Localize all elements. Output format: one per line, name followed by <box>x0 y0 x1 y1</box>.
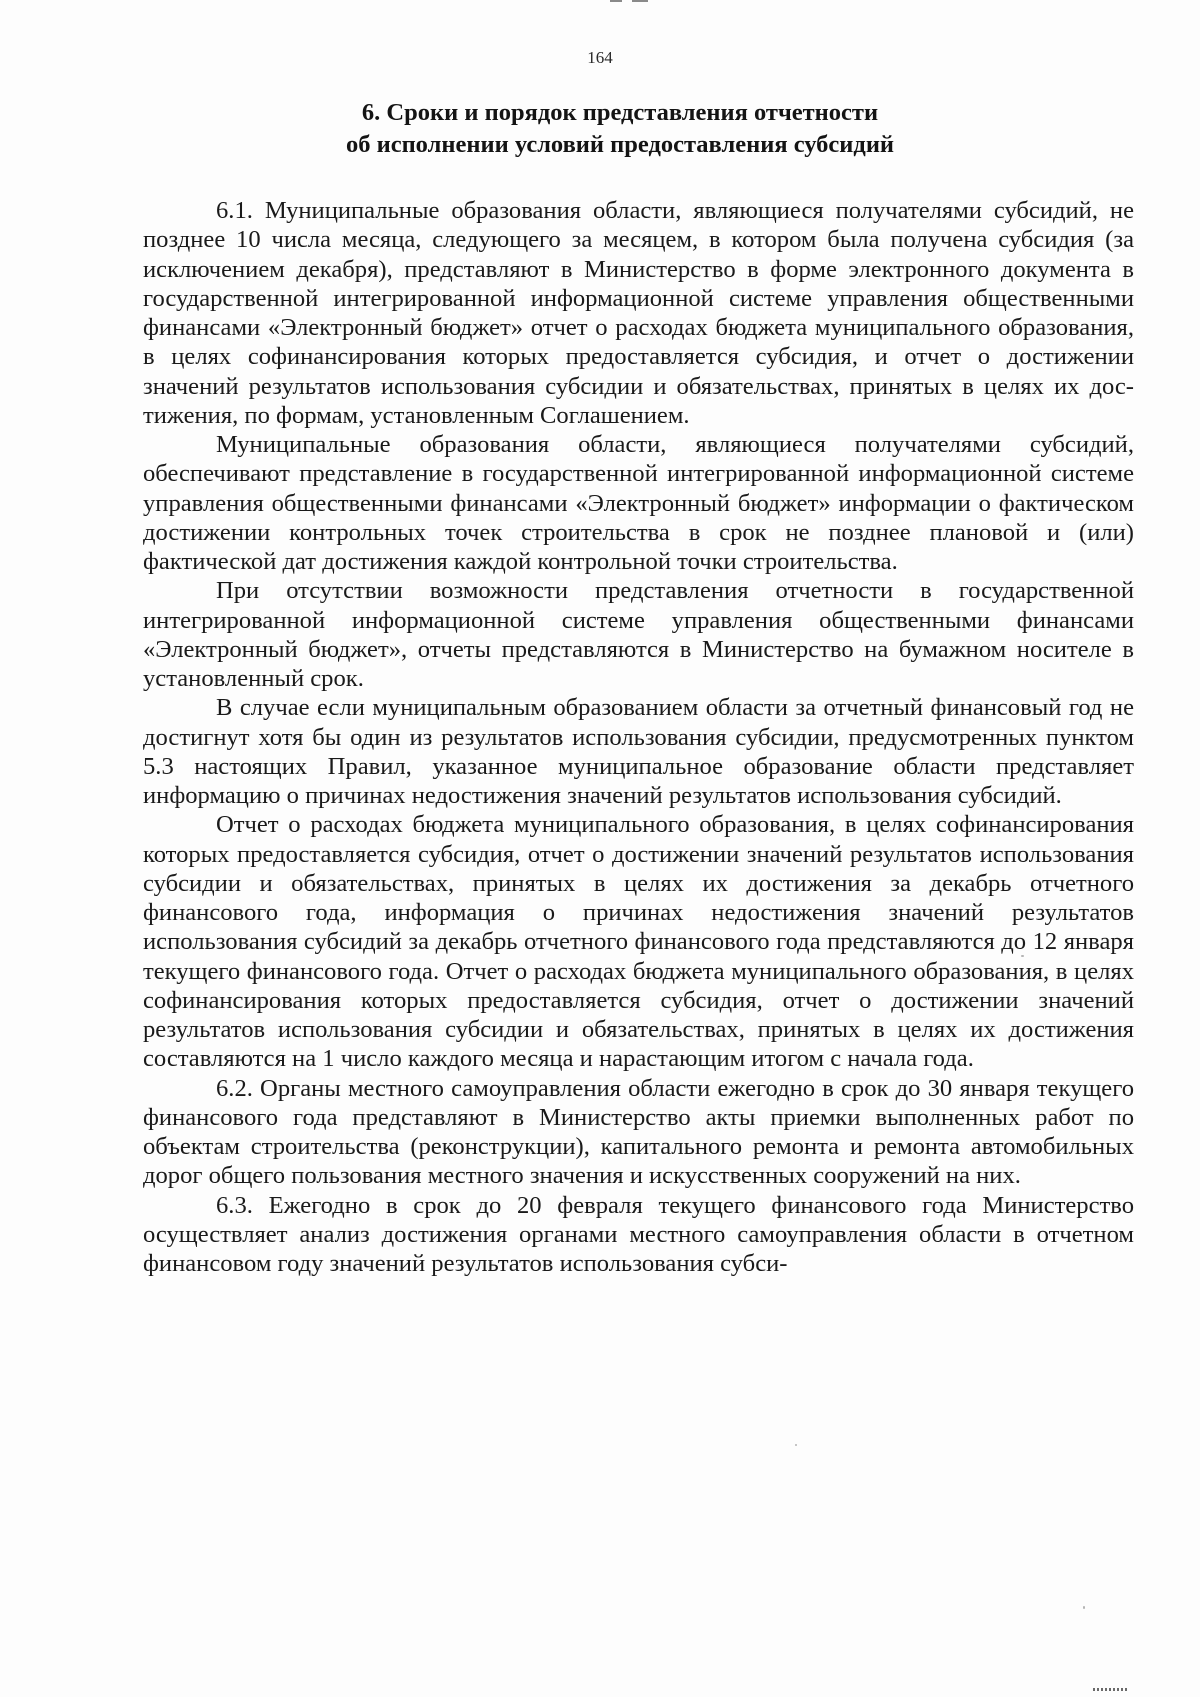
page-number: 164 <box>587 48 613 67</box>
section-title-line-1: 6. Сроки и порядок представления отчетности <box>361 99 879 126</box>
paragraph-non-achievement: В случае если муниципальным образованием области за отчетный финансовый год не достигнут хотя бы один из результатов использования субсидии, предусмотренных пунктом 5.3 настоящих Правил, указанное муниципальное образование области представляет информацию о причинах недостижения значений результатов использования субсидий. <box>143 694 1134 809</box>
scan-speck <box>795 1444 797 1446</box>
section-title <box>150 97 1090 161</box>
scan-speck <box>1021 955 1024 957</box>
body-text <box>143 196 1134 1278</box>
paragraph-6-1: 6.1. Муниципальные образования области, являющиеся получателями субсидий, не позднее 10 числа месяца, следующего за месяцем, в котором была получена субсидия (за исключением декабря), представляют в Министерство в форме электронного документа в государственной интегрированной информационной системе управления общественными финансами «Электронный бюджет» отчет о расходах бюджета муниципального образования, в целях софинансирования которых предоставляется субсидия, и отчет о достижении значений результатов использования субсидии и обязательствах, принятых в целях их достижения, по формам, установленным Соглашением. <box>143 197 1134 429</box>
scan-speck <box>1083 1606 1085 1609</box>
scan-top-mark <box>610 0 650 3</box>
paragraph-6-2: 6.2. Органы местного самоуправления области ежегодно в срок до 30 января текущего финансового года представляют в Министерство акты приемки выполненных работ по объектам строительства (реконструкции), капитального ремонта и ремонта автомобильных дорог общего пользования местного значения и искусственных сооружений на них. <box>143 1074 1134 1190</box>
paragraph-electronic-budget-info: Муниципальные образования области, являющиеся получателями субсидий, обеспечивают представление в государственной интегрированной информационной системе управления общественными финансами «Электронный бюджет» информации о фактическом достижении контрольных точек строительства в срок не позднее плановой и (или) фактической дат достижения каждой контрольной точки строительства. <box>143 431 1134 575</box>
section-title-line-2: об исполнении условий предоставления субсидий <box>345 131 895 158</box>
paragraph-paper-reporting: При отсутствии возможности представления отчетности в государственной интегрированной информационной системе управления общественными финансами «Электронный бюджет», отчеты представляются в Министерство на бумажном носителе в установленный срок. <box>143 577 1134 692</box>
paragraph-6-3: 6.3. Ежегодно в срок до 20 февраля текущего финансового года Министерство осуществляет анализ достижения органами местного самоуправления области в отчетном финансовом году значений результатов использования субси- <box>143 1191 1134 1277</box>
scan-bottom-mark <box>1093 1688 1127 1691</box>
paragraph-december-report: Отчет о расходах бюджета муниципального образования, в целях софинансирования которых предоставляется субсидия, отчет о достижении значений результатов использования субсидии и обязательствах, принятых в целях их достижения за декабрь отчетного финансового года, информация о причинах недостижения значений результатов использования субсидий за декабрь отчетного финансового года представляются до 12 января текущего финансового года. Отчет о расходах бюджета муниципального образования, в целях софинансирования которых предоставляется субсидия, отчет о достижении значений результатов использования субсидии и обязательствах, принятых в целях их достижения составляются на 1 число каждого месяца и нарастающим итогом с начала года. <box>143 811 1134 1073</box>
